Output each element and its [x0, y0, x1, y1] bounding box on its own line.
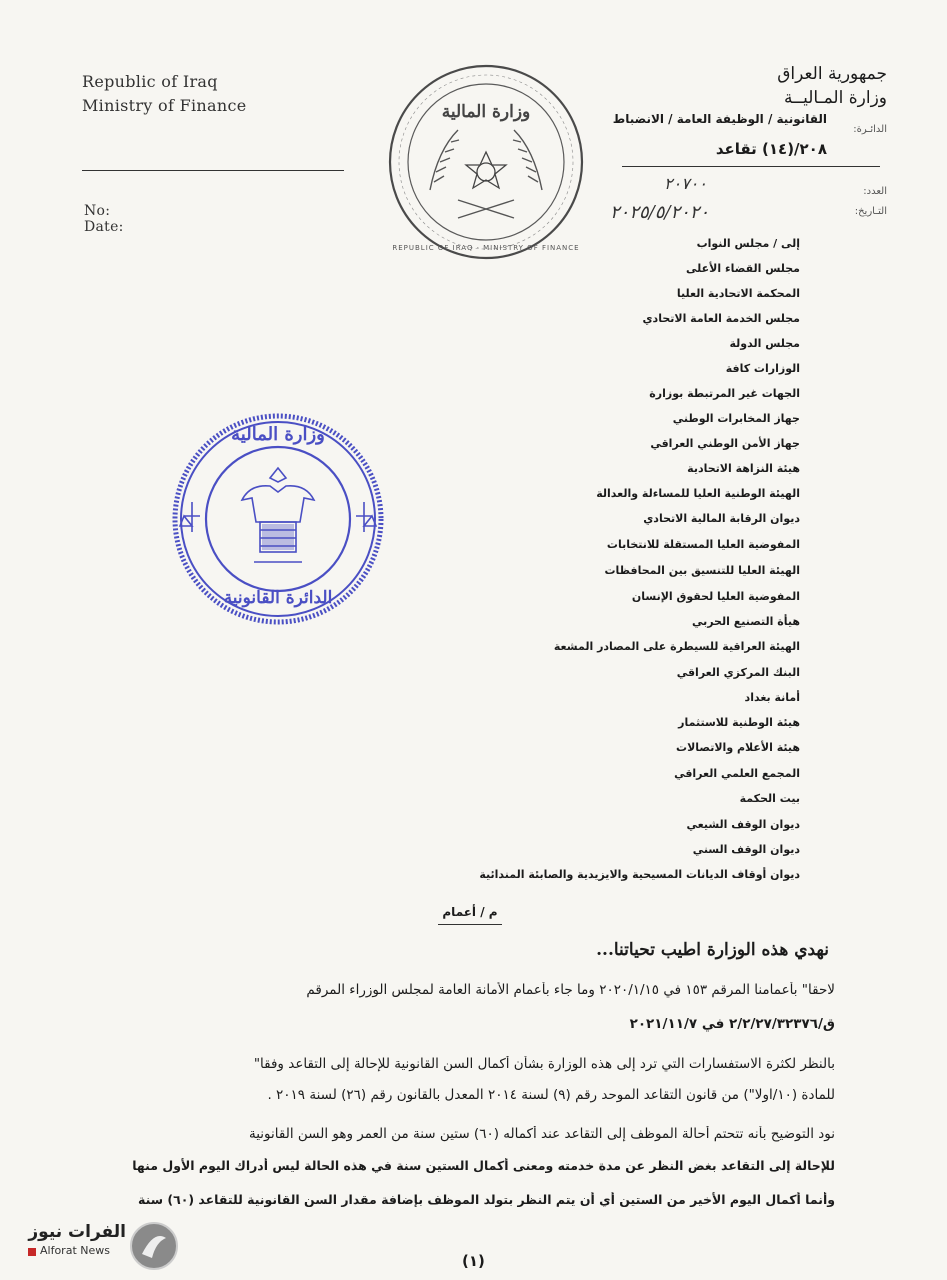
recipient-item: ديوان الرقابة المالية الاتحادي [643, 512, 800, 525]
seal-arabic-text: وزارة المالية [441, 102, 531, 122]
header-rule-left [82, 170, 344, 171]
body-line: وأنما أكمال اليوم الأخير من الستين أي أن يتم النظر بتولد الموظف بإضافة مقدار السن القانونية للتقاعد (٦٠) سنة [138, 1192, 835, 1207]
brand-english: Alforat News [40, 1244, 110, 1257]
recipient-item: هيئة النزاهة الاتحادية [687, 462, 800, 475]
republic-en: Republic of Iraq [82, 72, 218, 91]
page-number: (١) [462, 1252, 485, 1270]
body-line: للمادة (١٠/اولا") من قانون التقاعد الموحد رقم (٩) لسنة ٢٠١٤ المعدل بالقانون رقم (٢٦) لسنة ٢٠١٩ . [267, 1087, 835, 1103]
recipient-item: المفوضية العليا المستقلة للانتخابات [606, 538, 800, 551]
subject: م / أعمام [442, 905, 498, 919]
department: القانونية / الوظيفة العامة / الانضباط [612, 112, 827, 126]
recipient-item: بيت الحكمة [739, 792, 800, 805]
date-label-ar: التـاريخ: [854, 206, 887, 217]
header-rule-right [622, 166, 880, 167]
department-label: الدائـرة: [853, 124, 887, 135]
recipient-item: أمانة بغداد [744, 691, 800, 704]
ministry-ar: وزارة المـاليــة [784, 88, 887, 108]
recipient-item: الهيئة الوطنية العليا للمساءلة والعدالة [596, 487, 800, 500]
recipient-item: هيأة التصنيع الحربي [691, 615, 800, 628]
body-line: بالنظر لكثرة الاستفسارات التي ترد إلى هذه الوزارة بشأن أكمال السن القانونية للإحالة إلى التقاعد وفقا" [253, 1056, 835, 1072]
recipient-item: هيئة الوطنية للاستثمار [678, 716, 800, 729]
recipient-item: جهاز الأمن الوطني العراقي [650, 437, 800, 450]
brand-logo-icon [130, 1222, 178, 1270]
brand-arabic: الفرات نيوز [28, 1222, 126, 1242]
body-line: للإحالة إلى التقاعد بغض النظر عن مدة خدمته ومعنى أكمال الستين سنة في هذه الحالة ليس أدراك اليوم الأول منها [132, 1158, 835, 1173]
recipient-item: المجمع العلمي العراقي [674, 767, 800, 780]
recipient-item: ديوان الوقف السني [692, 843, 800, 856]
recipient-item: المحكمة الاتحادية العليا [676, 287, 800, 300]
recipient-item: الهيئة العراقية للسيطرة على المصادر المشعة [553, 640, 800, 653]
body-line: ق/٢/٢/٢٧/٣٢٣٧٦ في ٢٠٢١/١١/٧ [629, 1016, 835, 1032]
recipient-item: الجهات غير المرتبطة بوزارة [649, 387, 800, 400]
stamp-bottom-text: الدائرة القانونية [223, 588, 333, 608]
ministry-en: Ministry of Finance [82, 96, 247, 115]
recipient-item: البنك المركزي العراقي [676, 666, 800, 679]
alforat-news-watermark [18, 1222, 178, 1272]
recipient-item: ديوان الوقف الشيعي [686, 818, 800, 831]
recipient-item: مجلس الدولة [729, 337, 800, 350]
recipient-item: هيئة الأعلام والاتصالات [676, 741, 800, 754]
handwritten-number: ٢٠٧٠٠ [664, 174, 707, 193]
handwritten-date: ٢٠٢٥/٥/٢٠٢٠ [610, 202, 710, 223]
ministry-seal [388, 60, 584, 264]
number-label: العدد: [863, 186, 887, 197]
seal-ring-text: REPUBLIC OF IRAQ · MINISTRY OF FINANCE [392, 244, 580, 252]
republic-ar: جمهورية العراق [777, 64, 887, 84]
recipient-item: جهاز المخابرات الوطني [672, 412, 800, 425]
recipient-item: مجلس القضاء الأعلى [686, 262, 800, 275]
date-label: Date: [84, 219, 124, 235]
brand-red-square-icon [28, 1248, 36, 1256]
no-label: No: [84, 203, 111, 219]
recipient-item: المفوضية العليا لحقوق الإنسان [631, 590, 800, 603]
greeting: نهدي هذه الوزارة اطيب تحياتنا... [596, 940, 829, 960]
recipient-item: الهيئة العليا للتنسيق بين المحافظات [604, 564, 800, 577]
stamp-top-text: وزارة المالية [231, 424, 325, 445]
recipient-item: ديوان أوقاف الديانات المسيحية والايزيدية والصابئة المندائية [479, 868, 800, 881]
body-line: نود التوضيح بأنه تتحتم أحالة الموظف إلى التقاعد عند أكماله (٦٠) ستين سنة من العمر وهو السن القانونية [248, 1126, 835, 1142]
subject-underline [438, 924, 502, 925]
recipient-item: مجلس الخدمة العامة الاتحادي [642, 312, 800, 325]
recipient-item: الوزارات كافة [725, 362, 800, 375]
reference-number: ٢٠٨/(١٤) تقاعد [715, 140, 827, 158]
legal-department-stamp [170, 412, 386, 626]
recipients-intro: إلى / مجلس النواب [696, 237, 800, 250]
body-line: لاحقا" بأعمامنا المرقم ١٥٣ في ٢٠٢٠/١/١٥ وما جاء بأعمام الأمانة العامة لمجلس الوزراء المرقم [306, 982, 835, 998]
